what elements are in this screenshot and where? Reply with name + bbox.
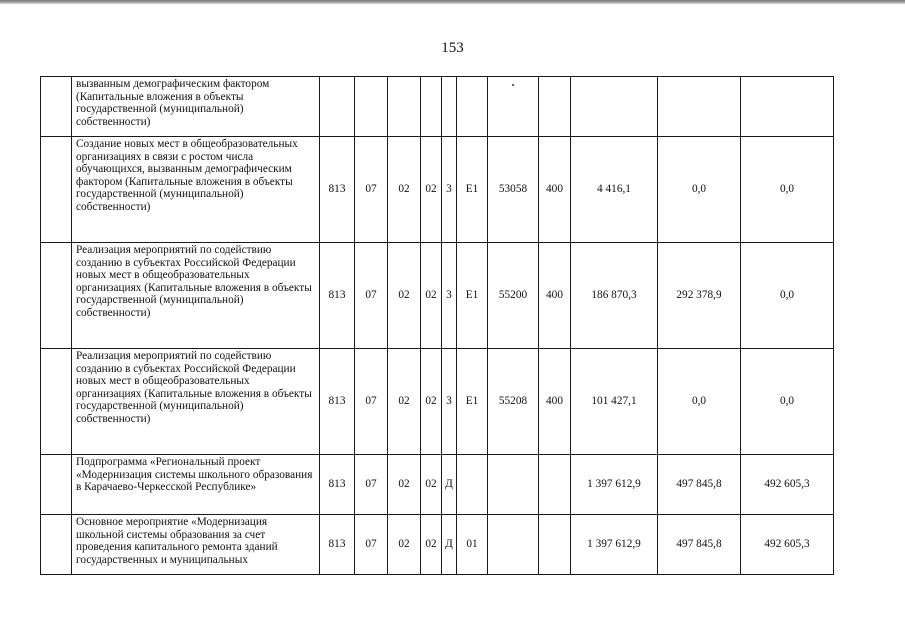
amount-year3-cell: 0,0 — [741, 349, 834, 455]
row-number-cell — [41, 455, 72, 515]
project-code-cell: Е1 — [457, 243, 488, 349]
subprogram-code-cell — [442, 77, 457, 137]
amount-year1-cell: 1 397 612,9 — [571, 515, 658, 575]
project-code-cell — [457, 77, 488, 137]
ministry-code-cell: 813 — [320, 455, 355, 515]
amount-year3-cell: 492 605,3 — [741, 455, 834, 515]
ministry-code-cell: 813 — [320, 515, 355, 575]
scan-edge — [0, 0, 905, 4]
expense-type-cell — [539, 515, 571, 575]
section-code-cell — [355, 77, 388, 137]
expense-name-cell: Подпрограмма «Региональный проект «Модернизация системы школьного образования в Карачаево-Черкесской Республике» — [72, 455, 320, 515]
table-row — [41, 77, 834, 137]
direction-code-cell: 55200 — [488, 243, 539, 349]
ministry-code-cell: 813 — [320, 137, 355, 243]
amount-year1-cell: 4 416,1 — [571, 137, 658, 243]
table-row — [41, 243, 834, 349]
subsection-code-cell: 02 — [388, 137, 421, 243]
subprogram-code-cell: 3 — [442, 243, 457, 349]
row-number-cell — [41, 243, 72, 349]
direction-code-cell: 53058 — [488, 137, 539, 243]
expense-name-cell: Основное мероприятие «Модернизация школьной системы образования за счет проведения капитального ремонта зданий государственных и муниципальных — [72, 515, 320, 575]
amount-year3-cell: 0,0 — [741, 243, 834, 349]
subprogram-code-cell: Д — [442, 515, 457, 575]
program-code-cell: 02 — [421, 349, 442, 455]
page-number: 153 — [441, 40, 464, 56]
program-code-cell: 02 — [421, 137, 442, 243]
subsection-code-cell — [388, 77, 421, 137]
amount-year1-cell: 186 870,3 — [571, 243, 658, 349]
direction-code-cell — [488, 515, 539, 575]
amount-year1-cell: 1 397 612,9 — [571, 455, 658, 515]
expense-name-cell: вызванным демографическим фактором (Капитальные вложения в объекты государственной (муниципальной) собственности) — [72, 77, 320, 137]
amount-year3-cell — [741, 77, 834, 137]
subprogram-code-cell: Д — [442, 455, 457, 515]
subsection-code-cell: 02 — [388, 515, 421, 575]
section-code-cell: 07 — [355, 349, 388, 455]
ministry-code-cell — [320, 77, 355, 137]
expense-name-cell: Реализация мероприятий по содействию созданию в субъектах Российской Федерации новых мест в общеобразовательных организациях (Капитальные вложения в объекты государственной (муниципальной) собственности) — [72, 349, 320, 455]
row-number-cell — [41, 349, 72, 455]
subprogram-code-cell: 3 — [442, 349, 457, 455]
row-number-cell — [41, 137, 72, 243]
table-row — [41, 455, 834, 515]
program-code-cell: 02 — [421, 515, 442, 575]
table-row — [41, 349, 834, 455]
section-code-cell: 07 — [355, 137, 388, 243]
section-code-cell: 07 — [355, 515, 388, 575]
amount-year3-cell: 492 605,3 — [741, 515, 834, 575]
amount-year1-cell — [571, 77, 658, 137]
scan-speck — [512, 84, 514, 86]
row-number-cell — [41, 77, 72, 137]
ministry-code-cell: 813 — [320, 349, 355, 455]
program-code-cell — [421, 77, 442, 137]
amount-year2-cell: 497 845,8 — [658, 455, 741, 515]
subsection-code-cell: 02 — [388, 455, 421, 515]
project-code-cell: Е1 — [457, 349, 488, 455]
expense-type-cell: 400 — [539, 137, 571, 243]
amount-year2-cell: 0,0 — [658, 349, 741, 455]
expense-type-cell — [539, 77, 571, 137]
expense-name-cell: Реализация мероприятий по содействию созданию в субъектах Российской Федерации новых мест в общеобразовательных организациях (Капитальные вложения в объекты государственной (муниципальной) собственности) — [72, 243, 320, 349]
amount-year2-cell: 497 845,8 — [658, 515, 741, 575]
section-code-cell: 07 — [355, 455, 388, 515]
subsection-code-cell: 02 — [388, 349, 421, 455]
subprogram-code-cell: 3 — [442, 137, 457, 243]
direction-code-cell — [488, 77, 539, 137]
table-row — [41, 515, 834, 575]
direction-code-cell — [488, 455, 539, 515]
amount-year2-cell — [658, 77, 741, 137]
amount-year3-cell: 0,0 — [741, 137, 834, 243]
project-code-cell: Е1 — [457, 137, 488, 243]
project-code-cell — [457, 455, 488, 515]
budget-table — [40, 76, 834, 575]
expense-name-cell: Создание новых мест в общеобразовательных организациях в связи с ростом числа обучающихся, вызванным демографическим фактором (Капитальные вложения в объекты государственной (муниципальной) собственности) — [72, 137, 320, 243]
expense-type-cell: 400 — [539, 243, 571, 349]
ministry-code-cell: 813 — [320, 243, 355, 349]
section-code-cell: 07 — [355, 243, 388, 349]
amount-year2-cell: 292 378,9 — [658, 243, 741, 349]
table-row — [41, 137, 834, 243]
subsection-code-cell: 02 — [388, 243, 421, 349]
program-code-cell: 02 — [421, 455, 442, 515]
program-code-cell: 02 — [421, 243, 442, 349]
amount-year2-cell: 0,0 — [658, 137, 741, 243]
amount-year1-cell: 101 427,1 — [571, 349, 658, 455]
row-number-cell — [41, 515, 72, 575]
direction-code-cell: 55208 — [488, 349, 539, 455]
expense-type-cell — [539, 455, 571, 515]
expense-type-cell: 400 — [539, 349, 571, 455]
project-code-cell: 01 — [457, 515, 488, 575]
